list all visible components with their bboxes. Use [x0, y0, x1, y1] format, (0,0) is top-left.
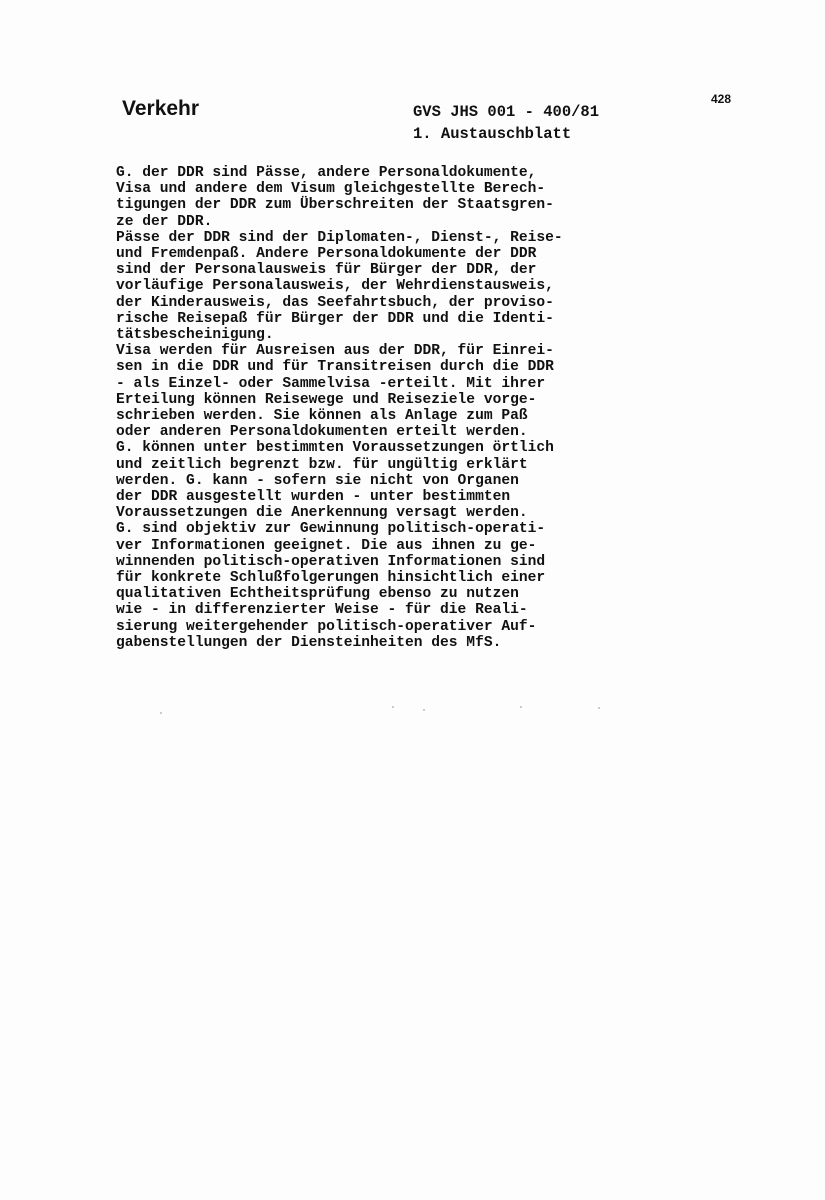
scan-speck [598, 707, 600, 709]
text-line: Erteilung können Reisewege und Reiseziele vorge- [116, 391, 537, 408]
scan-speck [423, 709, 425, 711]
text-line: wie - in differenzierter Weise - für die Reali- [116, 602, 528, 619]
text-line: tigungen der DDR zum Überschreiten der Staatsgren- [116, 197, 554, 214]
text-line: ze der DDR. [116, 213, 213, 230]
text-line: schrieben werden. Sie können als Anlage zum Paß [116, 408, 528, 425]
section-heading: Verkehr [122, 97, 200, 120]
text-line: Pässe der DDR sind der Diplomaten-, Dienst-, Reise- [116, 229, 563, 246]
text-line: rische Reisepaß für Bürger der DDR und die Identi- [116, 310, 554, 327]
text-line: qualitativen Echtheitsprüfung ebenso zu nutzen [116, 586, 519, 603]
text-line: Voraussetzungen die Anerkennung versagt werden. [116, 505, 528, 522]
text-line: G. sind objektiv zur Gewinnung politisch-operati- [116, 521, 546, 538]
text-line: Visa und andere dem Visum gleichgestellte Berech- [116, 181, 546, 198]
text-line: - als Einzel- oder Sammelvisa -erteilt. Mit ihrer [116, 375, 546, 392]
body-text [116, 165, 636, 651]
scan-speck [160, 712, 162, 714]
text-line: ver Informationen geeignet. Die aus ihnen zu ge- [116, 537, 537, 554]
text-line: sen in die DDR und für Transitreisen durch die DDR [116, 359, 554, 376]
text-line: und zeitlich begrenzt bzw. für ungültig erklärt [116, 456, 528, 473]
page-number: 428 [711, 92, 732, 106]
text-line: der Kinderausweis, das Seefahrtsbuch, der proviso- [116, 294, 554, 311]
scan-speck [392, 706, 394, 708]
text-line: gabenstellungen der Diensteinheiten des MfS. [116, 634, 502, 651]
text-line: oder anderen Personaldokumenten erteilt werden. [116, 424, 528, 441]
text-line: werden. G. kann - sofern sie nicht von Organen [116, 472, 519, 489]
text-line: G. können unter bestimmten Voraussetzungen örtlich [116, 440, 554, 457]
text-line: tätsbescheinigung. [116, 327, 274, 344]
text-line: G. der DDR sind Pässe, andere Personaldokumente, [116, 165, 537, 181]
text-line: für konkrete Schlußfolgerungen hinsichtlich einer [116, 570, 546, 587]
text-line: und Fremdenpaß. Andere Personaldokumente der DDR [116, 246, 537, 263]
document-reference [413, 101, 599, 145]
text-line: sierung weitergehender politisch-operativer Auf- [116, 618, 537, 635]
reference-sheet: 1. Austauschblatt [413, 125, 572, 143]
reference-code: GVS JHS 001 - 400/81 [413, 103, 600, 121]
scan-speck [520, 706, 522, 708]
text-line: winnenden politisch-operativen Informationen sind [116, 553, 546, 570]
text-line: vorläufige Personalausweis, der Wehrdienstausweis, [116, 278, 554, 295]
text-line: der DDR ausgestellt wurden - unter bestimmten [116, 489, 511, 506]
text-line: Visa werden für Ausreisen aus der DDR, für Einrei- [116, 343, 554, 360]
text-line: sind der Personalausweis für Bürger der DDR, der [116, 262, 537, 279]
